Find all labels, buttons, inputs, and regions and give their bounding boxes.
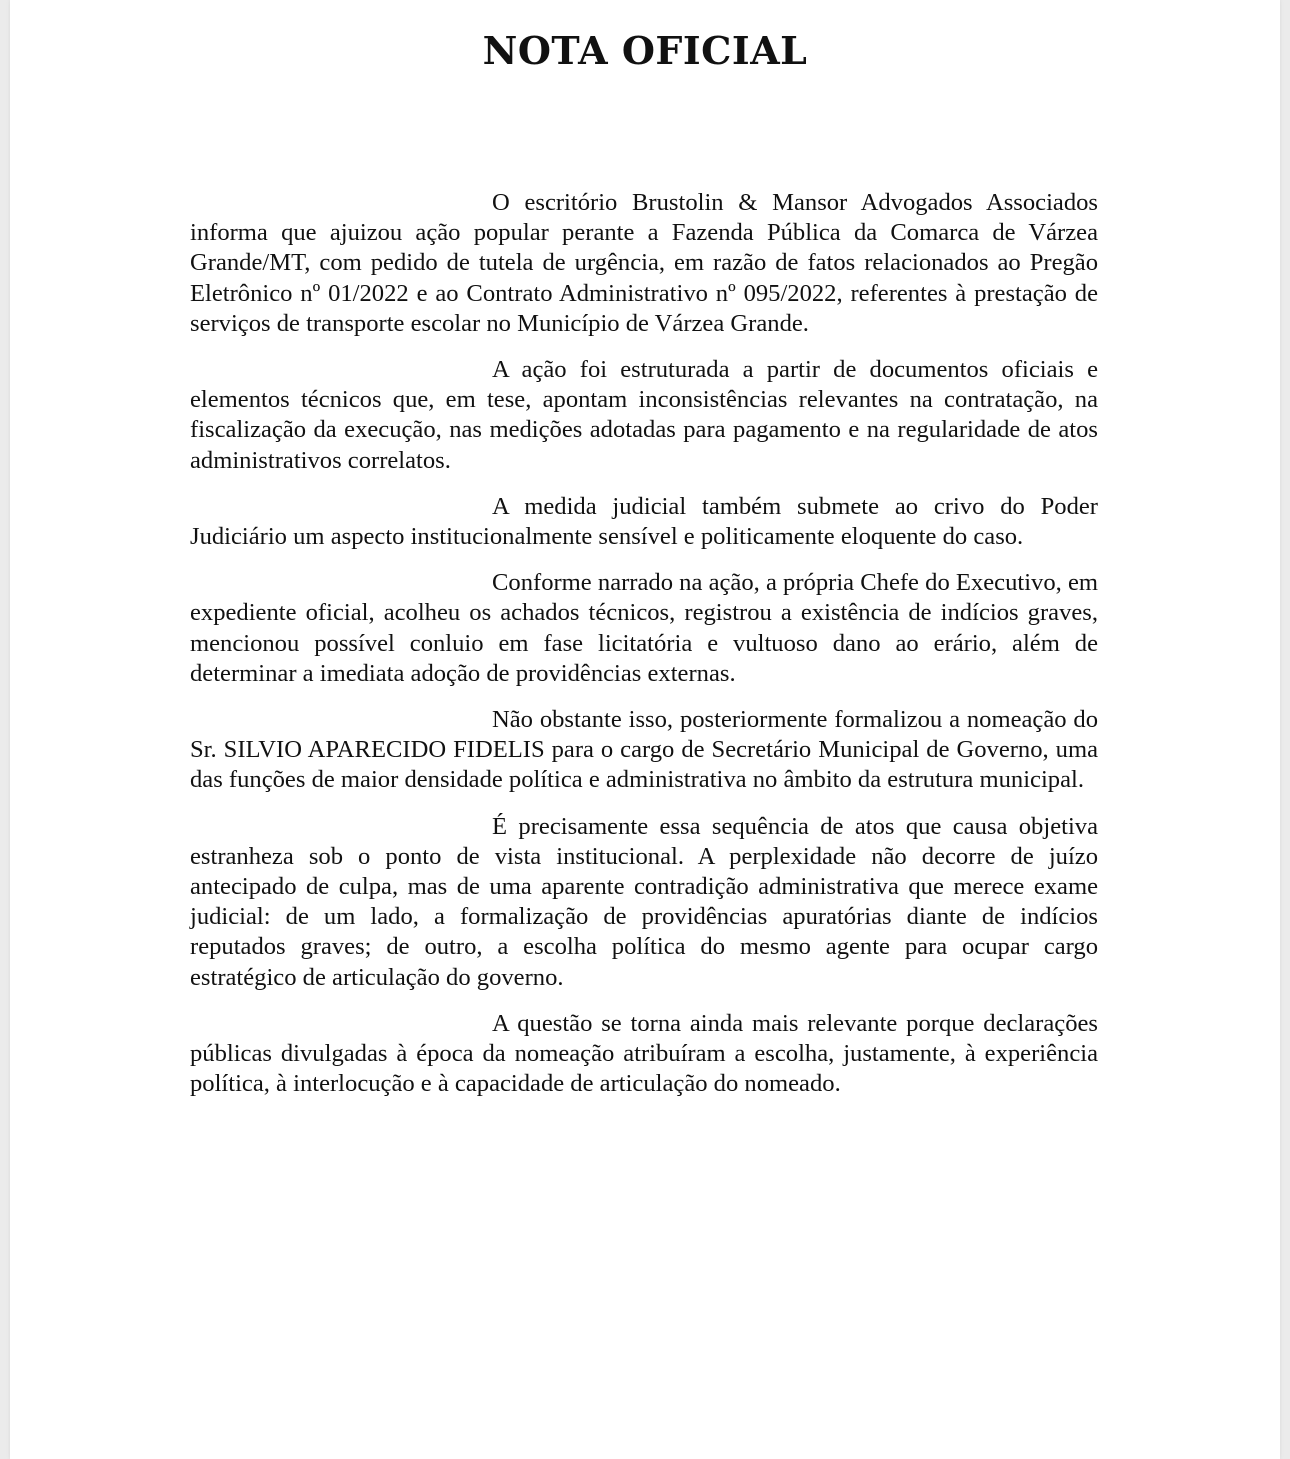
paragraph-6: É precisamente essa sequência de atos que causa objetiva estranheza sob o ponto de vista institucional. A perplexidade não decorre de juízo antecipado de culpa, mas de uma aparente contradição administrativa que merece exame judicial: de um lado, a formalização de providências apuratórias diante de indícios reputados graves; de outro, a escolha política do mesmo agente para ocupar cargo estratégico de articulação do governo. (190, 812, 1098, 991)
paragraph-4: Conforme narrado na ação, a própria Chefe do Executivo, em expediente oficial, acolheu os achados técnicos, registrou a existência de indícios graves, mencionou possível conluio em fase licitatória e vultuoso dano ao erário, além de determinar a imediata adoção de providências externas. (190, 569, 1098, 687)
document-body (190, 188, 1098, 1115)
paragraph-7: A questão se torna ainda mais relevante porque declarações públicas divulgadas à época da nomeação atribuíram a escolha, justamente, à experiência política, à interlocução e à capacidade de articulação do nomeado. (190, 1009, 1098, 1098)
paragraph-2: A ação foi estruturada a partir de documentos oficiais e elementos técnicos que, em tese, apontam inconsistências relevantes na contratação, na fiscalização da execução, nas medições adotadas para pagamento e na regularidade de atos administrativos correlatos. (190, 356, 1098, 474)
paragraph-5: Não obstante isso, posteriormente formalizou a nomeação do Sr. SILVIO APARECIDO FIDELIS para o cargo de Secretário Municipal de Governo, uma das funções de maior densidade política e administrativa no âmbito da estrutura municipal. (190, 706, 1098, 794)
paragraph-3: A medida judicial também submete ao crivo do Poder Judiciário um aspecto institucionalmente sensível e politicamente eloquente do caso. (190, 492, 1098, 551)
paragraph-1: O escritório Brustolin & Mansor Advogados Associados informa que ajuizou ação popular perante a Fazenda Pública da Comarca de Várzea Grande/MT, com pedido de tutela de urgência, em razão de fatos relacionados ao Pregão Eletrônico nº 01/2022 e ao Contrato Administrativo nº 095/2022, referentes à prestação de serviços de transporte escolar no Município de Várzea Grande. (190, 189, 1098, 337)
document-page (10, 0, 1280, 1459)
document-title: NOTA OFICIAL (482, 28, 808, 73)
